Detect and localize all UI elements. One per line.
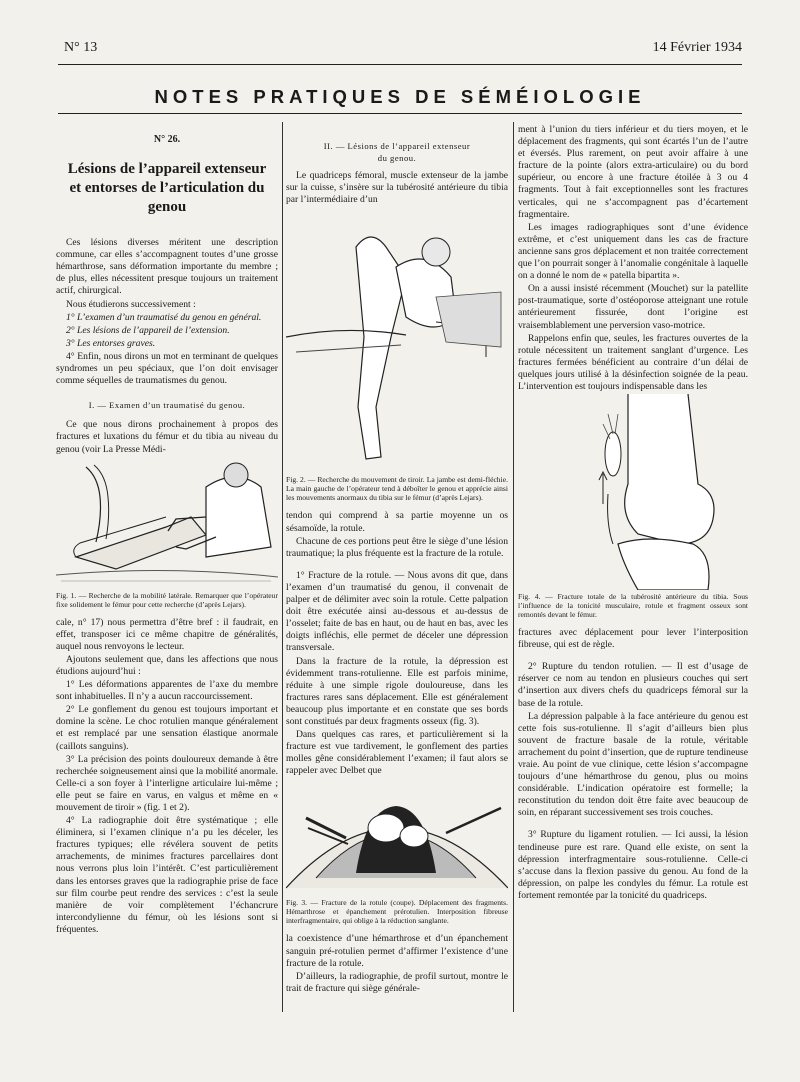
- issue-number: N° 13: [64, 40, 98, 55]
- header-rule: [58, 64, 742, 65]
- paragraph: Chacune de ces portions peut être le siège d’une lésion traumatique; la plus fréquente est la fracture de la rotule.: [286, 535, 508, 559]
- column-divider-2: [513, 122, 514, 1012]
- paragraph: Le quadriceps fémoral, muscle extenseur de la jambe sur la cuisse, s’insère sur la tubérosité antérieure du tibia par l’intermédiaire d’un: [286, 170, 508, 206]
- paragraph: Ajoutons seulement que, dans les affections que nous étudions aujourd’hui :: [56, 653, 278, 677]
- paragraph: D’ailleurs, la radiographie, de profil surtout, montre le trait de fracture qui siège générale-: [286, 970, 508, 994]
- paragraph: Ce que nous dirons prochainement à propos des fractures et luxations du fémur et du tibia au niveau du genou (voir La Presse Médi-: [56, 419, 278, 455]
- paragraph: 4° La radiographie doit être systématique ; elle éliminera, si l’examen clinique n’a pu les déceler, les fractures typiques; elle révélera souvent de petits arrachements, de minimes fractures parcellaires dont nous verrons plus loin l’intérêt. C’est particulièrement dans les entorses graves que la radiographie prise de face sur film courbe peut rendre des services : c’est la seule manière de voir complètement l’échancrure intercondylienne du fémur, où les lésions sont si fréquentes.: [56, 815, 278, 935]
- column-3: [518, 124, 748, 903]
- paragraph: Les images radiographiques sont d’une évidence extrême, et c’est uniquement dans les cas de fracture ancienne sans gros déplacement et non traitée correctement que l’on pourrait songer à l’anomalie congénitale à laquelle on a donné le nom de « patella bipartita ».: [518, 221, 748, 282]
- paragraph: 1° Les déformations apparentes de l’axe du membre sont inhabituelles. Il n’y a aucun raccourcissement.: [56, 679, 278, 703]
- article-title-line-1: Lésions de l’appareil extenseur: [67, 161, 267, 178]
- figure-1-caption: Fig. 1. — Recherche de la mobilité latérale. Remarquer que l’opérateur fixe solidement le fémur pour cette recherche (d’après Lejars).: [56, 590, 278, 609]
- figure-4-illustration: [518, 394, 748, 590]
- article-title-line-2: et entorses de l’articulation du genou: [69, 180, 265, 216]
- paragraph: On a aussi insisté récemment (Mouchet) sur la patellite post-traumatique, sorte d’ostéoporose atteignant une rotule antérieurement fissurée, dont l’origine est vraisemblablement une perversion vaso-motrice.: [518, 283, 748, 331]
- journal-title: NOTES PRATIQUES DE SÉMÉIOLOGIE: [154, 86, 646, 107]
- paragraph: cale, n° 17) nous permettra d’être bref : il faudrait, en effet, transposer ici ce même chapitre de généralités, auquel nous renvoyons le lecteur.: [56, 616, 278, 652]
- article-number: N° 26.: [153, 134, 181, 145]
- column-1: [56, 134, 278, 937]
- paragraph: Dans la fracture de la rotule, la dépression est évidemment trans-rotulienne. Elle est parfois minime, réduite à une simple rigole douloureuse, dans les fractures rares sans déplacement. Elle est généralement beaucoup plus importante et en constate que ses bords sont constitués par deux fragments osseux (fig. 3).: [286, 655, 508, 727]
- section-heading-2: [286, 140, 508, 164]
- paragraph: ment à l’union du tiers inférieur et du tiers moyen, et le déplacement des fragments, qui sont écartés l’un de l’autre et éversés. Plus rarement, on peut avoir affaire à une fracture de la pointe (alors extra-articulaire) ou du bord supérieur, ou encore à une fracture étoilée à 3 ou 4 fragments. Tout à fait exceptionnelles sont les fractures verticales, qui ne s’accompagnent pas d’écartement fragmentaire.: [518, 124, 748, 220]
- paragraph: Dans quelques cas rares, et particulièrement si la fracture est vue tardivement, le gonflement des parties molles gêne considérablement l’examen; il faut alors se rappeler avec Delbet que: [286, 729, 508, 777]
- issue-date: 14 Février 1934: [652, 40, 742, 55]
- section-heading-1: I. — Examen d’un traumatisé du genou.: [88, 400, 246, 411]
- section-heading-2-line-2: du genou.: [377, 153, 417, 164]
- paragraph: 2° Rupture du tendon rotulien. — Il est d’usage de réserver ce nom au tendon en plusieurs couches qui sert d’insertion aux divers chefs du quadriceps fémoral sur la base de la rotule.: [518, 661, 748, 709]
- paragraph: 1° Fracture de la rotule. — Nous avons dit que, dans l’examen d’un traumatisé du genou, il convenait de palper et de délimiter avec soin la rotule. Cette palpation doit être exécutée ainsi au-dessous et au-dessus de l’osselet; faite de bas en haut, ou de haut en bas, avec les doigts infléchis, elle permet de déceler une dépression transversale.: [286, 569, 508, 654]
- section-heading-2-line-1: II. — Lésions de l’appareil extenseur: [323, 141, 471, 151]
- article-title: [56, 160, 278, 217]
- figure-1-illustration: [56, 457, 278, 589]
- paragraph: 2° Le gonflement du genou est toujours important et domine la scène. Le choc rotulien manque généralement et est remplacé par une sensation élastique anormale (caillots sanguins).: [56, 704, 278, 752]
- figure-2-illustration: [286, 207, 508, 473]
- paragraph: la coexistence d’une hémarthrose et d’un épanchement sanguin pré-rotulien permet d’affirmer l’existence d’une fracture de la rotule.: [286, 933, 508, 969]
- figure-3-illustration: [286, 778, 508, 896]
- column-2: [286, 140, 508, 996]
- list-item: 3° Les entorses graves.: [66, 337, 156, 349]
- list-item: 1° L’examen d’un traumatisé du genou en général.: [66, 311, 262, 323]
- paragraph: 3° Rupture du ligament rotulien. — Ici aussi, la lésion tendineuse pure est rare. Quand elle existe, on sent la dépression interfragmentaire sous-rotulienne. Celle-ci s’accuse dans la flexion passive du genou. Au fond de la dépression, on palpe les condyles du fémur. La rotule est fortement remontée par la tonicité du quadriceps.: [518, 829, 748, 901]
- paragraph: Rappelons enfin que, seules, les fractures ouvertes de la rotule nécessitent un traitement sanglant d’urgence. Les fractures fermées bénéficient au contraire d’un délai de quelques jours utilisé à la désinfection soignée de la peau. L’intervention est toujours indispensable dans les: [518, 332, 748, 392]
- paragraph: fractures avec déplacement pour lever l’interposition fibreuse, qui est de règle.: [518, 627, 748, 651]
- column-divider-1: [282, 122, 283, 1012]
- paragraph: tendon qui comprend à sa partie moyenne un os sésamoïde, la rotule.: [286, 510, 508, 534]
- paragraph: Ces lésions diverses méritent une description commune, car elles s’accompagnent toutes d’une grosse hémarthrose, sans déformation importante du membre ; de plus, elles nécessitent presque toujours un traitement actif, chirurgical.: [56, 237, 278, 297]
- list-item: 4° Enfin, nous dirons un mot en terminant de quelques syndromes un peu spéciaux, que l’on doit envisager comme séquelles de traumatismes du genou.: [56, 350, 278, 387]
- paragraph: Nous étudierons successivement :: [66, 298, 196, 310]
- figure-2-caption: Fig. 2. — Recherche du mouvement de tiroir. La jambe est demi-fléchie. La main gauche de l’opérateur tend à déboîter le genou et apprécie ainsi les mouvements anormaux du tibia sur le fémur (d’après Lejars).: [286, 475, 508, 503]
- paragraph: 3° La précision des points douloureux demande à être recherchée soigneusement ainsi que la mobilité anormale. Celle-ci a son foyer à l’interligne articulaire lui-même ; elle peut se faire en varus, en valgus et même en « mouvement de tiroir » (fig. 1 et 2).: [56, 753, 278, 813]
- paragraph: La dépression palpable à la face antérieure du genou est cette fois sus-rotulienne. Il s’agit d’ailleurs bien plus souvent de fracture basale de la rotule, véritable arrachement du point d’insertion, que de rupture tendineuse vraie. Au point de vue clinique, cette lésion s’accompagne toujours d’une hémarthrose du genou, plus ou moins considérable. L’indication opératoire est formelle; la reconstitution du tendon doit être faite avec beaucoup de soin, en réparant successivement ses trois couches.: [518, 710, 748, 819]
- list-item: 2° Les lésions de l’appareil de l’extension.: [66, 324, 230, 336]
- figure-3-caption: Fig. 3. — Fracture de la rotule (coupe). Déplacement des fragments. Hémarthrose et épanchement prérotulien. Interposition fibreuse interfragmentaire, qui oblige à la réduction sanglante.: [286, 898, 508, 926]
- title-rule: [58, 113, 742, 114]
- figure-4-caption: Fig. 4. — Fracture totale de la tubérosité antérieure du tibia. Sous l’influence de la tonicité musculaire, rotule et fragment osseux sont remontés devant le fémur.: [518, 592, 748, 620]
